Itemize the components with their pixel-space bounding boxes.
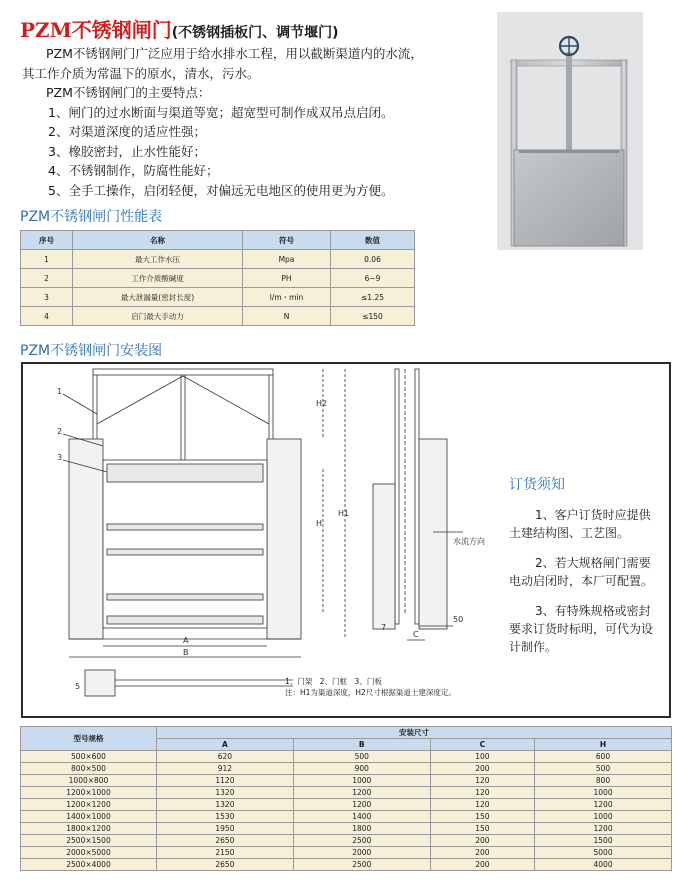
table-cell: 1000 (293, 775, 430, 787)
feature-item: 3、橡胶密封，止水性能好； (48, 143, 206, 159)
table-row (21, 799, 672, 811)
col-header-size: 安装尺寸 (157, 727, 672, 739)
table-cell: 200 (430, 859, 534, 871)
table-cell: 2500 (293, 859, 430, 871)
intro-description: PZM不锈钢闸门广泛应用于给水排水工程，用以截断渠道内的水流，其工作介质为常温下的原水，清水，污水。 (22, 46, 423, 81)
table-cell: 1 (21, 250, 73, 269)
col-header: 符号 (243, 231, 331, 250)
dim-depth: 5 (75, 682, 81, 691)
dim-a: A (183, 636, 189, 645)
table-header-row (21, 231, 415, 250)
order-item: 3、有特殊规格或密封要求订货时标明，可代为设计制作。 (509, 604, 654, 654)
features-title: PZM不锈钢闸门的主要特点： (46, 85, 211, 100)
features-list (22, 103, 432, 201)
table-cell: 120 (430, 799, 534, 811)
spec-table (20, 726, 672, 871)
drawing-legend (285, 676, 456, 698)
col-header: C (430, 739, 534, 751)
table-cell: 2500 (293, 835, 430, 847)
feature-item: 2、对渠道深度的适应性强； (48, 124, 206, 139)
table-row (21, 288, 415, 307)
legend-parts: 1、门架 2、门框 3、门板 (285, 677, 382, 686)
table-row (21, 763, 672, 775)
table-row (21, 811, 672, 823)
table-cell: 1800×1200 (21, 823, 157, 835)
table-cell: 1800 (293, 823, 430, 835)
table-cell: l/m・min (243, 288, 331, 307)
table-cell: 2150 (157, 847, 294, 859)
order-notes (509, 474, 659, 668)
col-header-model: 型号规格 (21, 727, 157, 751)
table-cell: 6~9 (331, 269, 415, 288)
table-cell: 2500×4000 (21, 859, 157, 871)
title-main: PZM不锈钢闸门 (20, 18, 172, 42)
dim-c: C (413, 630, 419, 639)
table-cell: 3 (21, 288, 73, 307)
title-sub: (不锈钢插板门、调节堰门) (171, 25, 339, 41)
table-cell: 1200×1200 (21, 799, 157, 811)
installation-drawing-box (21, 362, 671, 718)
col-header: B (293, 739, 430, 751)
table-cell: 2500×1500 (21, 835, 157, 847)
table-cell: 4 (21, 307, 73, 326)
table-cell: 工作介质酸碱度 (73, 269, 243, 288)
callout-1: 1 (57, 387, 63, 396)
dim-7: 7 (381, 623, 387, 632)
table-cell: 2 (21, 269, 73, 288)
table-cell: 1950 (157, 823, 294, 835)
table-row (21, 751, 672, 763)
table-cell: 120 (430, 775, 534, 787)
dim-h1: H1 (338, 509, 350, 518)
dim-50: 50 (453, 615, 464, 624)
col-header: H (535, 739, 672, 751)
table-cell: 200 (430, 763, 534, 775)
table-cell: 1200×1000 (21, 787, 157, 799)
table-cell: N (243, 307, 331, 326)
table-row (21, 787, 672, 799)
table-cell: 2650 (157, 835, 294, 847)
table-cell: 2650 (157, 859, 294, 871)
table-cell: 150 (430, 811, 534, 823)
spec-table-body (21, 751, 672, 871)
feature-item: 5、全手工操作，启闭轻便，对偏远无电地区的使用更为方便。 (48, 182, 394, 198)
performance-table (20, 230, 415, 326)
table-cell: 500×600 (21, 751, 157, 763)
table-cell: Mpa (243, 250, 331, 269)
performance-heading: PZM不锈钢闸门性能表 (20, 209, 163, 225)
table-row (21, 823, 672, 835)
table-cell: 800×500 (21, 763, 157, 775)
table-cell: 2000×5000 (21, 847, 157, 859)
gate-illustration (497, 12, 643, 250)
table-cell: 启门最大手动力 (73, 307, 243, 326)
dim-b: B (183, 648, 189, 657)
feature-item: 1、闸门的过水断面与渠道等宽；超宽型可制作成双吊点启闭。 (48, 104, 394, 120)
table-cell: 1120 (157, 775, 294, 787)
table-cell: 1200 (535, 799, 672, 811)
table-cell: 4000 (535, 859, 672, 871)
table-cell: 200 (430, 835, 534, 847)
table-row (21, 307, 415, 326)
table-cell: 1400 (293, 811, 430, 823)
feature-item: 4、不锈钢制作，防腐性能好； (48, 163, 219, 178)
legend-note: 注：H1为渠道深度，H2尺寸根据渠道土建深度定。 (285, 688, 456, 697)
table-cell: 500 (293, 751, 430, 763)
table-cell: 1320 (157, 799, 294, 811)
table-cell: 1200 (293, 787, 430, 799)
callout-2: 2 (57, 427, 63, 436)
col-header: A (157, 739, 294, 751)
table-cell: 最大泄漏量(密封长度) (73, 288, 243, 307)
table-cell: 900 (293, 763, 430, 775)
table-row (21, 847, 672, 859)
flow-direction-label: 水流方向 (453, 537, 485, 546)
dim-h: H (316, 519, 323, 528)
table-cell: 912 (157, 763, 294, 775)
col-header: 数值 (331, 231, 415, 250)
table-cell: 5000 (535, 847, 672, 859)
table-cell: ≤150 (331, 307, 415, 326)
table-cell: 1200 (293, 799, 430, 811)
table-cell: 1000×800 (21, 775, 157, 787)
order-item: 1、客户订货时应提供土建结构图、工艺图。 (509, 508, 651, 540)
table-cell: 1530 (157, 811, 294, 823)
table-cell: 800 (535, 775, 672, 787)
table-cell: 0.06 (331, 250, 415, 269)
order-item: 2、若大规格闸门需要电动启闭时，本厂可配置。 (509, 556, 654, 588)
col-header: 名称 (73, 231, 243, 250)
product-photo (497, 12, 643, 250)
installation-heading: PZM不锈钢闸门安装图 (20, 343, 163, 359)
table-cell: 120 (430, 787, 534, 799)
table-row (21, 269, 415, 288)
table-cell: 1000 (535, 811, 672, 823)
col-header: 序号 (21, 231, 73, 250)
intro-section (22, 44, 432, 200)
table-row (21, 835, 672, 847)
table-cell: 1400×1000 (21, 811, 157, 823)
dim-h2: H2 (316, 399, 328, 408)
table-cell: 1320 (157, 787, 294, 799)
table-cell: 最大工作水压 (73, 250, 243, 269)
table-row (21, 250, 415, 269)
table-cell: 1000 (535, 787, 672, 799)
table-cell: 600 (535, 751, 672, 763)
table-row (21, 775, 672, 787)
table-cell: ≤1.25 (331, 288, 415, 307)
table-cell: 1200 (535, 823, 672, 835)
page-title (20, 14, 339, 43)
table-header-row (21, 727, 672, 739)
table-cell: 200 (430, 847, 534, 859)
order-heading: 订货须知 (509, 477, 565, 493)
table-cell: 150 (430, 823, 534, 835)
callout-3: 3 (57, 453, 63, 462)
table-cell: 100 (430, 751, 534, 763)
table-cell: 1500 (535, 835, 672, 847)
table-cell: 2000 (293, 847, 430, 859)
table-row (21, 859, 672, 871)
table-cell: 500 (535, 763, 672, 775)
table-cell: PH (243, 269, 331, 288)
table-cell: 620 (157, 751, 294, 763)
